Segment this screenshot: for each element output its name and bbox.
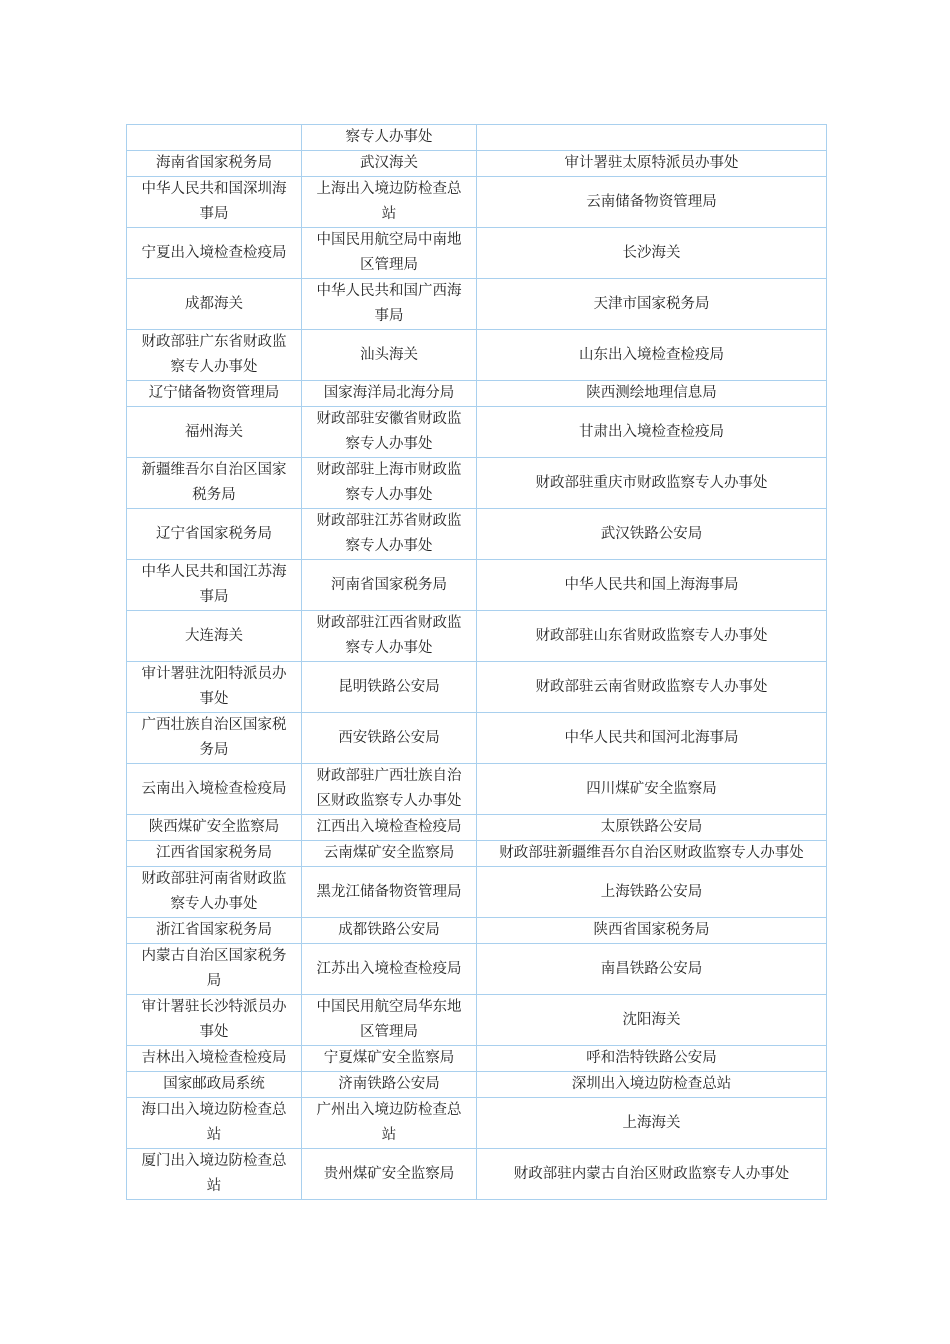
table-cell-col1: 大连海关 <box>127 611 302 662</box>
table-row <box>127 764 827 815</box>
table-cell-col1: 海口出入境边防检查总站 <box>127 1098 302 1149</box>
agency-list-body <box>127 125 827 1200</box>
table-cell-col3: 陕西测绘地理信息局 <box>477 381 827 407</box>
table-cell-col2: 江西出入境检查检疫局 <box>302 815 477 841</box>
table-cell-col3: 上海铁路公安局 <box>477 867 827 918</box>
table-row <box>127 279 827 330</box>
table-cell-col2: 中国民用航空局华东地区管理局 <box>302 995 477 1046</box>
table-row <box>127 867 827 918</box>
table-cell-col2: 上海出入境边防检查总站 <box>302 177 477 228</box>
table-row <box>127 381 827 407</box>
table-row <box>127 662 827 713</box>
table-row <box>127 815 827 841</box>
table-cell-col1 <box>127 125 302 151</box>
table-row <box>127 995 827 1046</box>
table-row <box>127 407 827 458</box>
table-cell-col1: 厦门出入境边防检查总站 <box>127 1149 302 1200</box>
table-cell-col1: 江西省国家税务局 <box>127 841 302 867</box>
table-row <box>127 177 827 228</box>
table-row <box>127 713 827 764</box>
table-cell-col3: 深圳出入境边防检查总站 <box>477 1072 827 1098</box>
table-cell-col3: 天津市国家税务局 <box>477 279 827 330</box>
table-row <box>127 944 827 995</box>
table-row <box>127 560 827 611</box>
table-cell-col2: 宁夏煤矿安全监察局 <box>302 1046 477 1072</box>
table-cell-col3: 财政部驻新疆维吾尔自治区财政监察专人办事处 <box>477 841 827 867</box>
table-cell-col2: 河南省国家税务局 <box>302 560 477 611</box>
table-cell-col3: 沈阳海关 <box>477 995 827 1046</box>
table-cell-col1: 海南省国家税务局 <box>127 151 302 177</box>
table-cell-col2: 国家海洋局北海分局 <box>302 381 477 407</box>
table-cell-col1: 宁夏出入境检查检疫局 <box>127 228 302 279</box>
agency-list-table <box>126 124 827 1200</box>
table-cell-col1: 新疆维吾尔自治区国家税务局 <box>127 458 302 509</box>
table-cell-col1: 福州海关 <box>127 407 302 458</box>
table-cell-col2: 汕头海关 <box>302 330 477 381</box>
table-cell-col2: 中国民用航空局中南地区管理局 <box>302 228 477 279</box>
table-cell-col2: 财政部驻安徽省财政监察专人办事处 <box>302 407 477 458</box>
table-cell-col3: 武汉铁路公安局 <box>477 509 827 560</box>
table-row <box>127 509 827 560</box>
table-row <box>127 611 827 662</box>
table-cell-col1: 审计署驻长沙特派员办事处 <box>127 995 302 1046</box>
table-cell-col3: 甘肃出入境检查检疫局 <box>477 407 827 458</box>
table-row <box>127 151 827 177</box>
table-cell-col1: 中华人民共和国深圳海事局 <box>127 177 302 228</box>
table-cell-col1: 广西壮族自治区国家税务局 <box>127 713 302 764</box>
table-cell-col2: 财政部驻江苏省财政监察专人办事处 <box>302 509 477 560</box>
table-row <box>127 841 827 867</box>
table-cell-col3: 南昌铁路公安局 <box>477 944 827 995</box>
table-cell-col1: 成都海关 <box>127 279 302 330</box>
table-cell-col1: 辽宁储备物资管理局 <box>127 381 302 407</box>
table-cell-col2: 财政部驻上海市财政监察专人办事处 <box>302 458 477 509</box>
table-cell-col3: 中华人民共和国河北海事局 <box>477 713 827 764</box>
table-cell-col1: 中华人民共和国江苏海事局 <box>127 560 302 611</box>
table-cell-col2: 广州出入境边防检查总站 <box>302 1098 477 1149</box>
table-row <box>127 1072 827 1098</box>
table-cell-col2: 察专人办事处 <box>302 125 477 151</box>
table-cell-col2: 贵州煤矿安全监察局 <box>302 1149 477 1200</box>
table-row <box>127 1046 827 1072</box>
table-cell-col2: 中华人民共和国广西海事局 <box>302 279 477 330</box>
table-cell-col1: 国家邮政局系统 <box>127 1072 302 1098</box>
table-cell-col2: 云南煤矿安全监察局 <box>302 841 477 867</box>
table-cell-col2: 财政部驻江西省财政监察专人办事处 <box>302 611 477 662</box>
table-cell-col1: 审计署驻沈阳特派员办事处 <box>127 662 302 713</box>
table-cell-col2: 济南铁路公安局 <box>302 1072 477 1098</box>
table-cell-col3: 云南储备物资管理局 <box>477 177 827 228</box>
table-cell-col1: 辽宁省国家税务局 <box>127 509 302 560</box>
table-cell-col1: 云南出入境检查检疫局 <box>127 764 302 815</box>
table-cell-col2: 武汉海关 <box>302 151 477 177</box>
table-cell-col3: 陕西省国家税务局 <box>477 918 827 944</box>
table-cell-col3: 山东出入境检查检疫局 <box>477 330 827 381</box>
table-cell-col3: 呼和浩特铁路公安局 <box>477 1046 827 1072</box>
table-cell-col2: 财政部驻广西壮族自治区财政监察专人办事处 <box>302 764 477 815</box>
table-cell-col2: 昆明铁路公安局 <box>302 662 477 713</box>
table-cell-col3: 财政部驻山东省财政监察专人办事处 <box>477 611 827 662</box>
table-cell-col3: 中华人民共和国上海海事局 <box>477 560 827 611</box>
table-row <box>127 1149 827 1200</box>
table-cell-col2: 江苏出入境检查检疫局 <box>302 944 477 995</box>
table-cell-col1: 陕西煤矿安全监察局 <box>127 815 302 841</box>
table-row <box>127 228 827 279</box>
table-cell-col2: 西安铁路公安局 <box>302 713 477 764</box>
table-cell-col3: 太原铁路公安局 <box>477 815 827 841</box>
table-cell-col2: 成都铁路公安局 <box>302 918 477 944</box>
table-cell-col2: 黑龙江储备物资管理局 <box>302 867 477 918</box>
table-cell-col3: 四川煤矿安全监察局 <box>477 764 827 815</box>
table-cell-col1: 吉林出入境检查检疫局 <box>127 1046 302 1072</box>
table-row <box>127 125 827 151</box>
table-row <box>127 458 827 509</box>
table-cell-col1: 内蒙古自治区国家税务局 <box>127 944 302 995</box>
table-cell-col1: 财政部驻河南省财政监察专人办事处 <box>127 867 302 918</box>
table-cell-col3: 财政部驻内蒙古自治区财政监察专人办事处 <box>477 1149 827 1200</box>
table-row <box>127 918 827 944</box>
table-cell-col3 <box>477 125 827 151</box>
table-row <box>127 1098 827 1149</box>
table-cell-col3: 上海海关 <box>477 1098 827 1149</box>
table-cell-col3: 财政部驻云南省财政监察专人办事处 <box>477 662 827 713</box>
table-cell-col3: 财政部驻重庆市财政监察专人办事处 <box>477 458 827 509</box>
table-cell-col1: 财政部驻广东省财政监察专人办事处 <box>127 330 302 381</box>
table-cell-col1: 浙江省国家税务局 <box>127 918 302 944</box>
table-cell-col3: 审计署驻太原特派员办事处 <box>477 151 827 177</box>
table-row <box>127 330 827 381</box>
table-cell-col3: 长沙海关 <box>477 228 827 279</box>
